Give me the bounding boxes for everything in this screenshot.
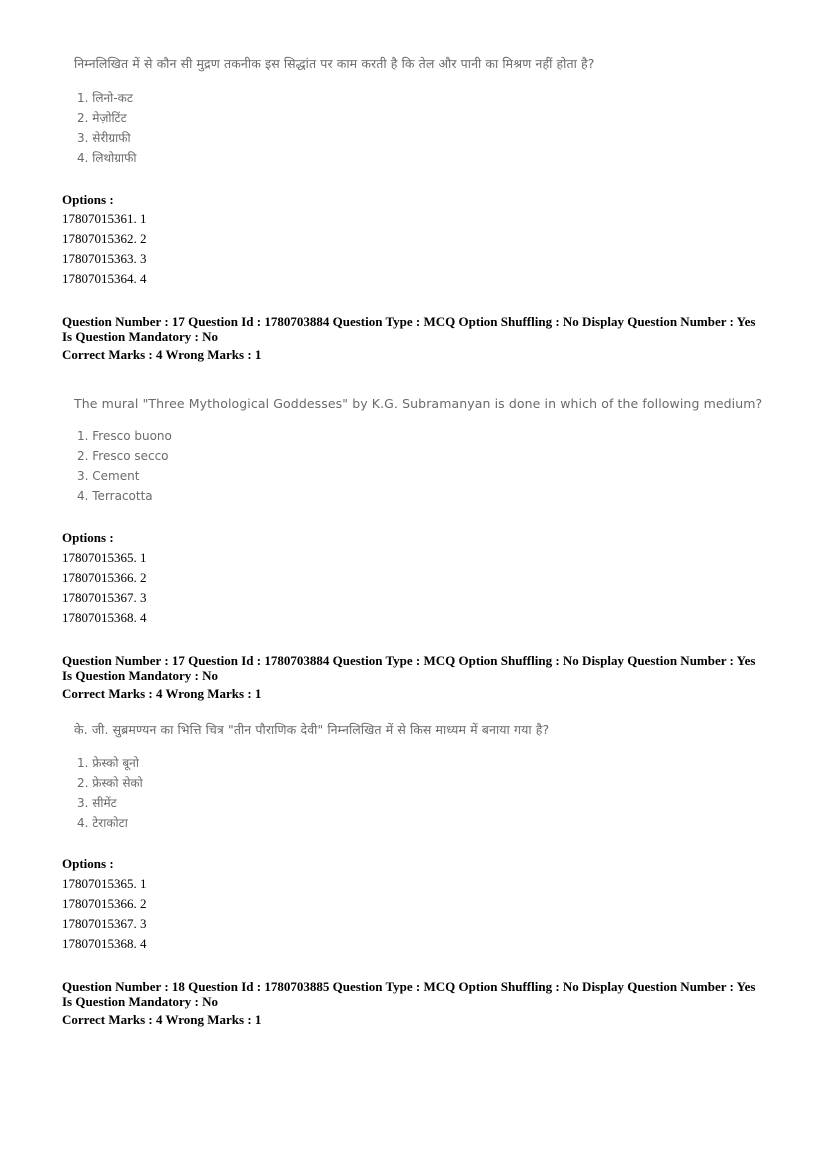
option-code: 17807015368. 4 xyxy=(62,936,147,951)
question-meta-line: Question Number : 18 Question Id : 1780703885 Question Type : MCQ Option Shuffling : No Display Question Number : Yes xyxy=(62,979,756,994)
choice-2: 2. Fresco secco xyxy=(77,449,169,463)
option-code: 17807015363. 3 xyxy=(62,251,147,266)
question-meta-line: Question Number : 17 Question Id : 1780703884 Question Type : MCQ Option Shuffling : No Display Question Number : Yes xyxy=(62,314,756,329)
question-mandatory-line: Is Question Mandatory : No xyxy=(62,994,219,1009)
question-mandatory-line: Is Question Mandatory : No xyxy=(62,668,219,683)
option-code: 17807015368. 4 xyxy=(62,610,147,625)
option-code: 17807015362. 2 xyxy=(62,231,147,246)
question-text-english: The mural "Three Mythological Goddesses" by K.G. Subramanyan is done in which of the following medium? xyxy=(74,396,763,411)
choice-2: 2. मेज़ोटिंट xyxy=(77,111,127,125)
choice-1: 1. फ्रेस्को बूनो xyxy=(77,756,139,770)
option-code: 17807015366. 2 xyxy=(62,570,147,585)
options-label: Options : xyxy=(62,192,114,207)
option-code: 17807015367. 3 xyxy=(62,590,147,605)
marks-line: Correct Marks : 4 Wrong Marks : 1 xyxy=(62,686,262,701)
option-code: 17807015361. 1 xyxy=(62,211,147,226)
choice-3: 3. Cement xyxy=(77,469,140,483)
question-text-hindi-1: निम्नलिखित में से कौन सी मुद्रण तकनीक इस सिद्धांत पर काम करती है कि तेल और पानी का मिश्रण नहीं होता है? xyxy=(74,56,595,71)
choice-4: 4. लिथोग्राफी xyxy=(77,151,137,165)
option-code: 17807015364. 4 xyxy=(62,271,147,286)
choice-4: 4. Terracotta xyxy=(77,489,153,503)
option-code: 17807015367. 3 xyxy=(62,916,147,931)
option-code: 17807015365. 1 xyxy=(62,550,147,565)
choice-1: 1. Fresco buono xyxy=(77,429,172,443)
choice-2: 2. फ्रेस्को सेको xyxy=(77,776,143,790)
question-mandatory-line: Is Question Mandatory : No xyxy=(62,329,219,344)
question-text-hindi-2: के. जी. सुब्रमण्यन का भित्ति चित्र "तीन पौराणिक देवी" निम्नलिखित में से किस माध्यम में बनाया गया है? xyxy=(74,722,550,737)
choice-1: 1. लिनो-कट xyxy=(77,91,133,105)
question-meta-line: Question Number : 17 Question Id : 1780703884 Question Type : MCQ Option Shuffling : No Display Question Number : Yes xyxy=(62,653,756,668)
choice-4: 4. टेराकोटा xyxy=(77,816,128,830)
choice-3: 3. सीमेंट xyxy=(77,796,117,810)
option-code: 17807015366. 2 xyxy=(62,896,147,911)
choice-3: 3. सेरीग्राफी xyxy=(77,131,131,145)
marks-line: Correct Marks : 4 Wrong Marks : 1 xyxy=(62,347,262,362)
marks-line: Correct Marks : 4 Wrong Marks : 1 xyxy=(62,1012,262,1027)
options-label: Options : xyxy=(62,856,114,871)
option-code: 17807015365. 1 xyxy=(62,876,147,891)
options-label: Options : xyxy=(62,530,114,545)
